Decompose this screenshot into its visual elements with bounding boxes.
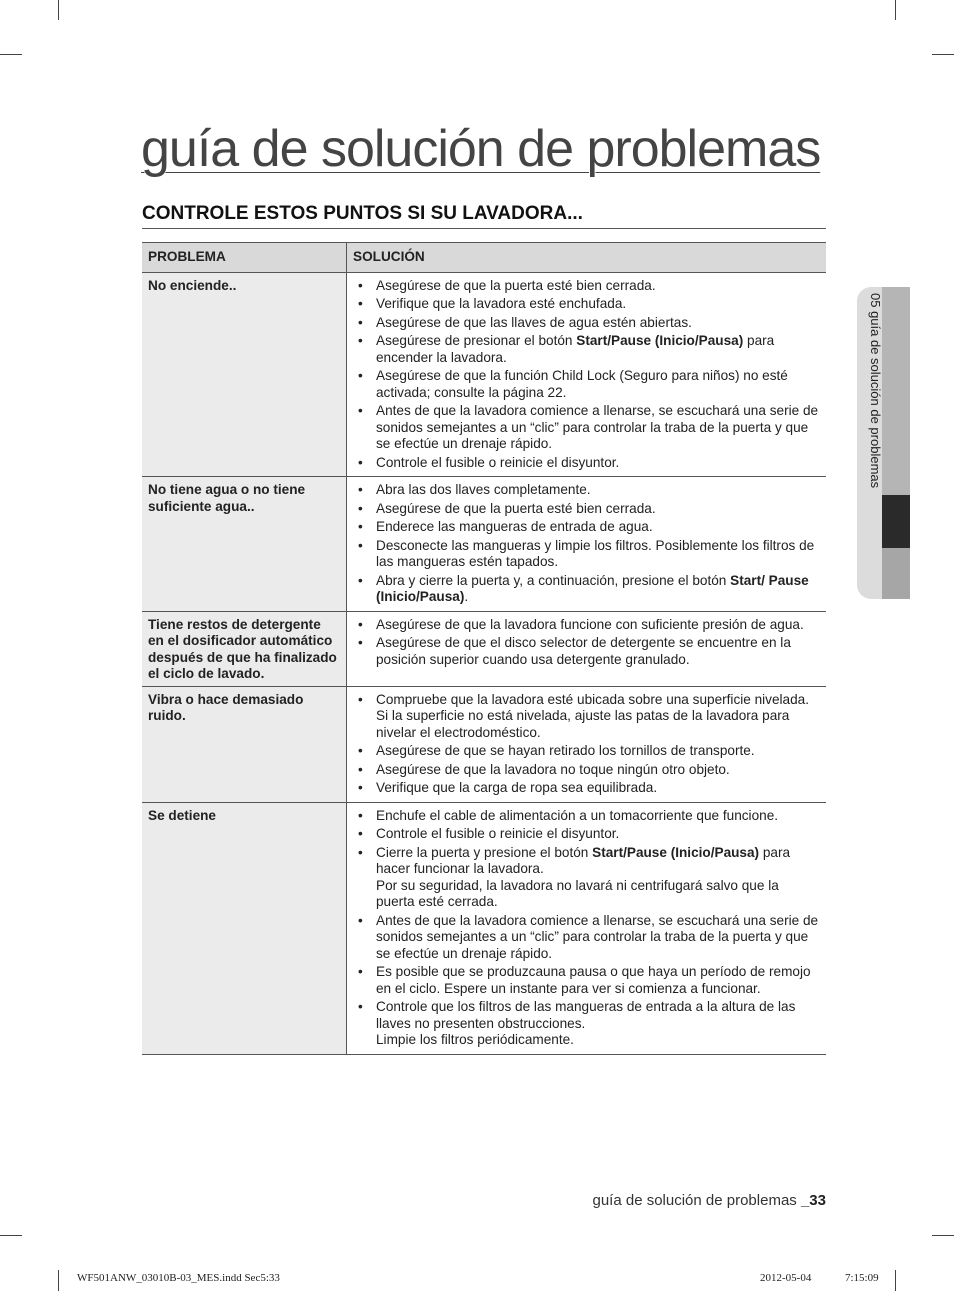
- solution-item: [353, 617, 819, 634]
- solution-item: [353, 808, 819, 825]
- solution-cell: [347, 802, 827, 1054]
- crop-mark: [932, 54, 954, 55]
- solution-item: [353, 482, 819, 499]
- solution-text: Verifique que la lavadora esté enchufada.: [376, 296, 627, 311]
- solution-item: [353, 913, 819, 963]
- solution-item: [353, 845, 819, 911]
- chapter-tab-marker: [882, 495, 910, 548]
- solution-item: [353, 762, 819, 779]
- solution-text: Antes de que la lavadora comience a llenarse, se escuchará una serie de sonidos semejantes a un “clic” para controlar la traba de la puerta y que se efectúe un drenaje rápido.: [376, 912, 819, 961]
- solution-text: Verifique que la carga de ropa sea equilibrada.: [376, 780, 658, 795]
- footer-section: guía de solución de problemas: [592, 1192, 797, 1209]
- solution-text: Limpie los filtros periódicamente.: [376, 1032, 574, 1047]
- solution-list: [353, 617, 819, 669]
- crop-mark: [895, 1270, 896, 1291]
- solution-text: Antes de que la lavadora comience a llenarse, se escuchará una serie de sonidos semejantes a un “clic” para controlar la traba de la puerta y que se efectúe un drenaje rápido.: [376, 403, 819, 451]
- solution-text: Abra las dos llaves completamente.: [376, 482, 591, 497]
- problem-cell: No enciende..: [142, 272, 347, 477]
- crop-mark: [895, 0, 896, 20]
- solution-text: Asegúrese de que la lavadora funcione con suficiente presión de agua.: [376, 616, 804, 632]
- troubleshooting-table: [142, 242, 826, 1055]
- solution-cell: [347, 611, 827, 686]
- solution-text: Asegúrese de que el disco selector de detergente se encuentre en la posición superior cuando usa detergente granulado.: [376, 635, 791, 667]
- table-row: [142, 686, 826, 802]
- solution-text: Asegúrese de que la puerta esté bien cerrada.: [376, 277, 656, 293]
- solution-item: [353, 964, 819, 997]
- solution-item: [353, 635, 819, 668]
- solution-item: [353, 315, 819, 332]
- chapter-tab-strip: [882, 287, 910, 495]
- solution-column-header: SOLUCIÓN: [347, 243, 827, 273]
- solution-item: [353, 455, 819, 472]
- chapter-tab-label: 05 guía de solución de problemas: [868, 293, 883, 489]
- table-row: [142, 477, 826, 612]
- solution-item: [353, 826, 819, 843]
- solution-list: [353, 692, 819, 797]
- section-subtitle: CONTROLE ESTOS PUNTOS SI SU LAVADORA...: [142, 203, 826, 229]
- solution-item: [353, 743, 819, 760]
- crop-mark: [0, 54, 22, 55]
- solution-item: [353, 780, 819, 797]
- solution-item: [353, 278, 819, 295]
- solution-text: Por su seguridad, la lavadora no lavará ni centrifugará salvo que la puerta esté cerrada.: [376, 877, 779, 909]
- solution-item: [353, 519, 819, 536]
- solution-item: [353, 501, 819, 518]
- table-row: [142, 611, 826, 686]
- solution-text: Desconecte las mangueras y limpie los filtros. Posiblemente los filtros de las mangueras estén tapados.: [376, 537, 815, 569]
- problem-cell: Vibra o hace demasiado ruido.: [142, 686, 347, 802]
- solution-text: • Controle que los filtros de las mangueras de entrada a la altura de las llaves no presenten obstrucciones.: [376, 999, 796, 1031]
- solution-text: para hacer funcionar la lavadora.: [376, 844, 791, 876]
- button-name: Start/Pause (Inicio/Pausa): [592, 844, 760, 860]
- solution-text: para encender la lavadora.: [376, 333, 775, 365]
- solution-text: Enchufe el cable de alimentación a un tomacorriente que funcione.: [376, 807, 779, 823]
- solution-text: Abra y cierre la puerta y, a continuación, presione el botón: [376, 572, 731, 588]
- slug-time: 7:15:09: [845, 1272, 879, 1284]
- solution-item: [353, 403, 819, 453]
- table-header-row: [142, 243, 826, 273]
- button-name: Start/ Pause (Inicio/Pausa): [376, 572, 809, 604]
- slug-date: 2012-05-04: [760, 1272, 812, 1284]
- crop-mark: [0, 1235, 22, 1236]
- solution-text: Controle el fusible o reinicie el disyuntor.: [376, 826, 620, 841]
- solution-item: [353, 333, 819, 366]
- solution-cell: [347, 477, 827, 612]
- table-row: [142, 802, 826, 1054]
- solution-item: [353, 573, 819, 606]
- chapter-tab-strip: [882, 548, 910, 599]
- slug-file: WF501ANW_03010B-03_MES.indd Sec5:33: [77, 1272, 280, 1284]
- problem-cell: Tiene restos de detergente en el dosificador automático después de que ha finalizado el ciclo de lavado.: [142, 611, 347, 686]
- problem-cell: Se detiene: [142, 802, 347, 1054]
- solution-text: Asegúrese de que la puerta esté bien cerrada.: [376, 500, 656, 516]
- solution-text: Asegúrese de que la función Child Lock (Seguro para niños) no esté activada; consulte la página 22.: [376, 368, 788, 400]
- table-row: [142, 272, 826, 477]
- solution-cell: [347, 686, 827, 802]
- crop-mark: [58, 0, 59, 20]
- problem-column-header: PROBLEMA: [142, 243, 347, 273]
- solution-text: Asegúrese de que se hayan retirado los tornillos de transporte.: [376, 743, 755, 758]
- page-footer: [592, 1192, 826, 1209]
- solution-item: [353, 368, 819, 401]
- page-number: _33: [800, 1192, 826, 1209]
- solution-item: [353, 296, 819, 313]
- solution-text: Asegúrese de que las llaves de agua estén abiertas.: [376, 314, 692, 330]
- solution-text: Enderece las mangueras de entrada de agua.: [376, 519, 653, 534]
- solution-list: [353, 278, 819, 472]
- solution-text: Controle el fusible o reinicie el disyuntor.: [376, 454, 620, 470]
- solution-text: Asegúrese de presionar el botón: [376, 333, 577, 348]
- page-title: guía de solución de problemas: [141, 120, 821, 178]
- solution-text: Cierre la puerta y presione el botón: [376, 844, 593, 860]
- table-body: [142, 272, 826, 1054]
- solution-text: .: [464, 589, 469, 604]
- crop-mark: [932, 1235, 954, 1236]
- solution-cell: [347, 272, 827, 477]
- solution-item: [353, 538, 819, 571]
- solution-text: Asegúrese de que la lavadora no toque ningún otro objeto.: [376, 761, 730, 777]
- problem-cell: No tiene agua o no tiene suficiente agua..: [142, 477, 347, 612]
- solution-list: [353, 808, 819, 1049]
- button-name: Start/Pause (Inicio/Pausa): [576, 333, 744, 348]
- solution-text: Es posible que se produzcauna pausa o que haya un período de remojo en el ciclo. Espere un instante para ver si comienza a funcionar.: [376, 964, 811, 996]
- solution-list: [353, 482, 819, 606]
- solution-text: Compruebe que la lavadora esté ubicada sobre una superficie nivelada. Si la superficie no está nivelada, ajuste las patas de la lavadora para nivelar el electrodoméstico.: [376, 691, 810, 740]
- crop-mark: [58, 1270, 59, 1291]
- solution-item: [353, 692, 819, 742]
- solution-item: [353, 999, 819, 1049]
